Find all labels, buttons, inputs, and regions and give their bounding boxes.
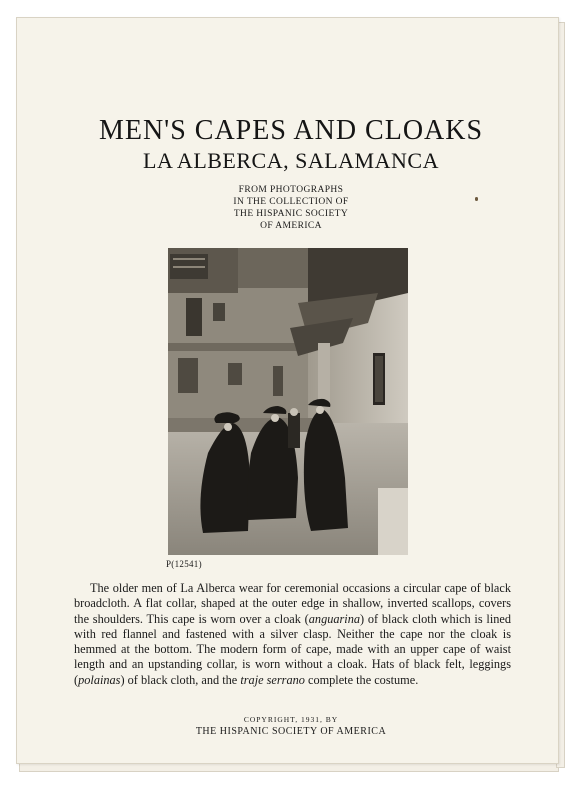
term-traje-serrano: traje serrano [240, 672, 305, 687]
body-segment: The older men of La Alberca wear for ceremonial occasions a circular cape of black broadcloth. A flat collar, shaped at the outer edge in shallow, inverted scallops, covers the shoulders. This cape is worn over a cloak ( [74, 581, 511, 626]
description-paragraph [74, 581, 511, 688]
body-segment: complete the costume. [304, 672, 419, 687]
publisher-line: THE HISPANIC SOCIETY OF AMERICA [195, 726, 387, 737]
source-line: THE HISPANIC SOCIETY [233, 209, 349, 219]
photo-caption: P(12541) [166, 559, 202, 569]
photo-source-note [0, 184, 582, 232]
body-segment: ) of black cloth which is lined with red flannel and fastened with a silver clasp. Neither the cape nor the cloak is hemmed at the bottom. The modern form of cape, made with an upper cape of waist length and an upstanding collar, is worn without a cloak. Hats of black felt, leggings ( [74, 611, 511, 687]
body-segment: ) of black cloth, and the [120, 672, 241, 687]
source-line: IN THE COLLECTION OF [233, 197, 349, 207]
source-line: OF AMERICA [260, 221, 322, 231]
source-line: FROM PHOTOGRAPHS [238, 185, 344, 195]
term-polainas: polainas [78, 672, 121, 687]
page-title: MEN'S CAPES AND CLOAKS [98, 115, 484, 146]
description-text [74, 581, 511, 688]
copyright-line: COPYRIGHT, 1931, BY [243, 715, 339, 724]
photograph-men-in-capes [168, 248, 408, 555]
photo-illustration [168, 248, 408, 555]
term-anguarina: anguarina [308, 611, 361, 626]
page-subtitle: LA ALBERCA, SALAMANCA [143, 148, 439, 173]
